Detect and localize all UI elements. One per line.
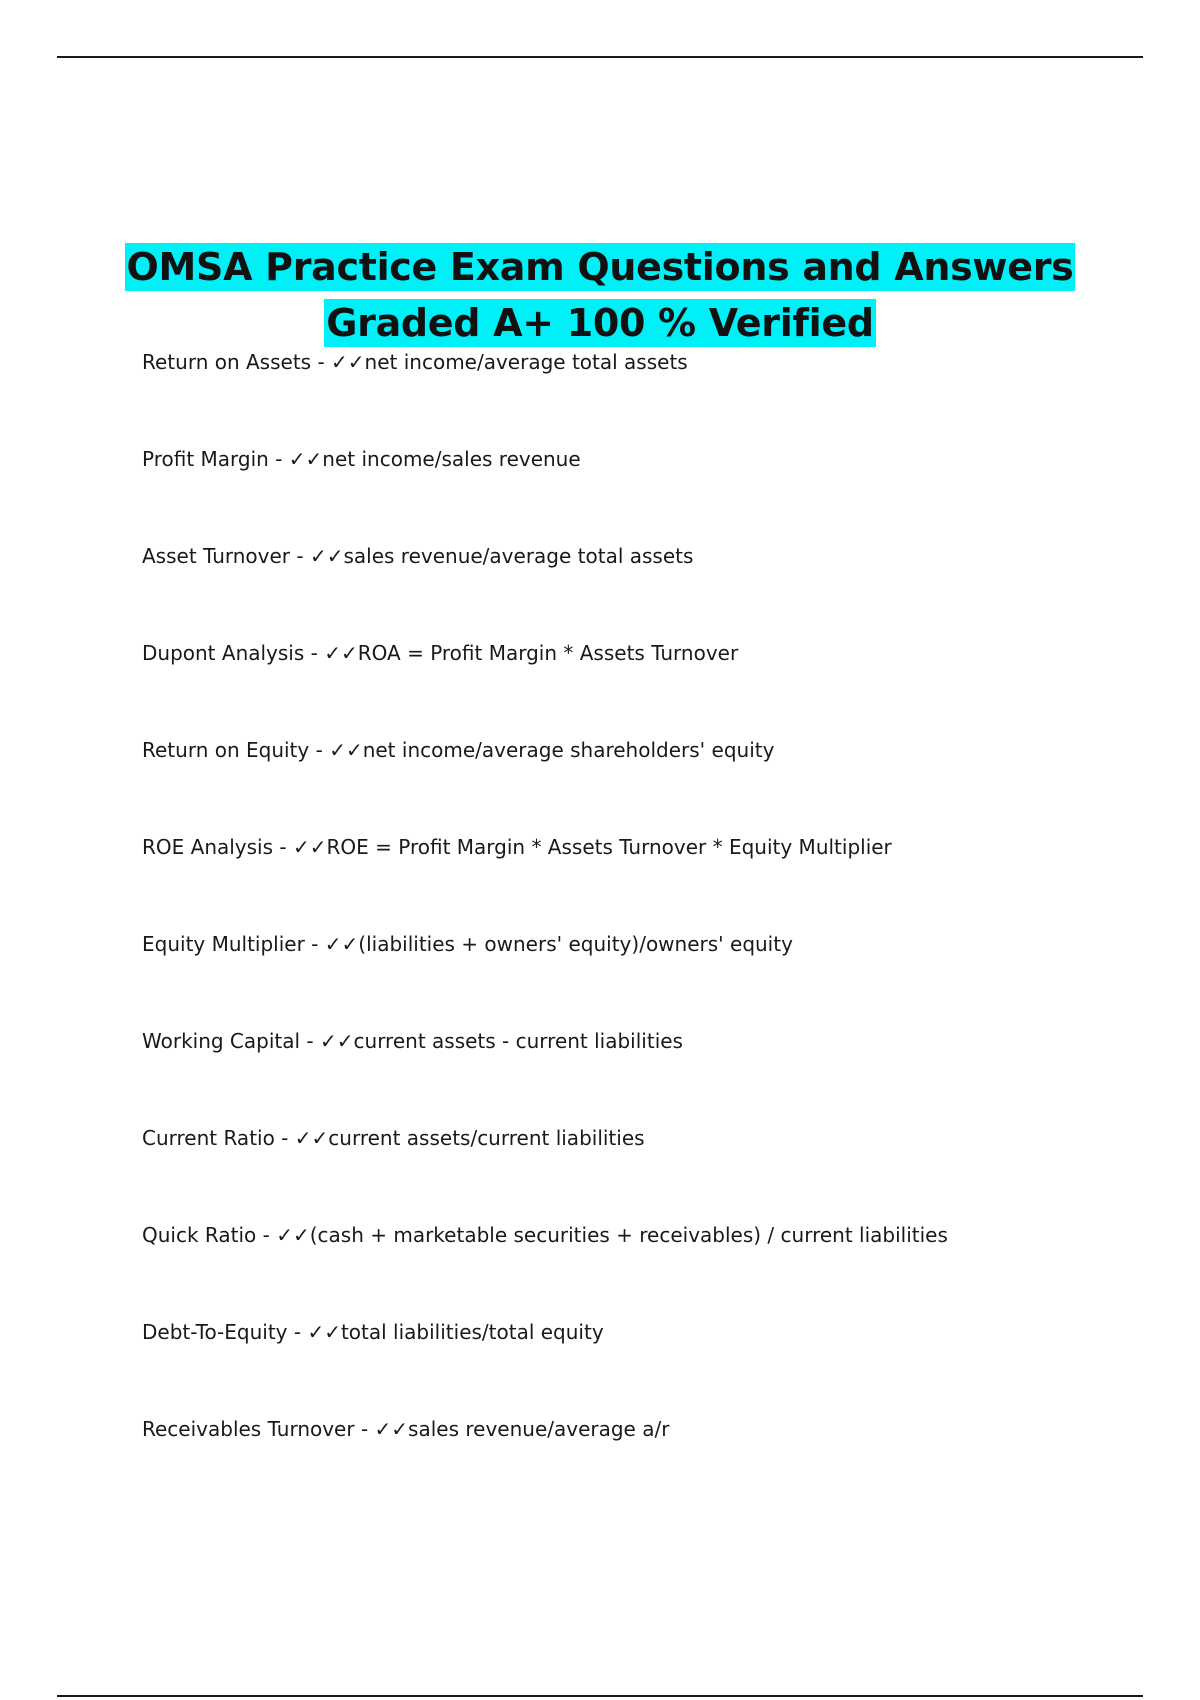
list-item xyxy=(142,638,948,735)
list-item xyxy=(142,1123,948,1220)
checkmark-icon: ✓✓ xyxy=(276,1223,310,1247)
list-item xyxy=(142,541,948,638)
item-separator: - xyxy=(354,1417,375,1441)
list-item xyxy=(142,929,948,1026)
item-separator: - xyxy=(304,932,325,956)
list-item xyxy=(142,735,948,832)
title-line-2-text: Graded A+ 100 % Verified xyxy=(326,301,874,346)
item-term: Receivables Turnover xyxy=(142,1417,355,1441)
list-item xyxy=(142,1414,948,1511)
item-term: Working Capital xyxy=(142,1029,301,1053)
item-term: Return on Equity xyxy=(142,738,310,762)
title-line-1 xyxy=(0,239,1200,295)
item-term: Asset Turnover xyxy=(142,544,291,568)
item-answer: ROE = Profit Margin * Assets Turnover * Equity Multiplier xyxy=(326,835,892,859)
item-separator: - xyxy=(304,641,325,665)
list-item xyxy=(142,347,948,444)
item-answer: (cash + marketable securities + receivables) / current liabilities xyxy=(309,1223,948,1247)
item-separator: - xyxy=(273,835,293,859)
list-item xyxy=(142,1026,948,1123)
item-term: Debt-To-Equity xyxy=(142,1320,288,1344)
title-line-1-text: OMSA Practice Exam Questions and Answers xyxy=(126,245,1074,290)
item-term: Quick Ratio xyxy=(142,1223,257,1247)
checkmark-icon: ✓✓ xyxy=(309,544,344,568)
checkmark-icon: ✓✓ xyxy=(331,350,365,374)
checkmark-icon: ✓✓ xyxy=(324,932,359,956)
item-separator: - xyxy=(287,1320,308,1344)
checkmark-icon: ✓✓ xyxy=(329,738,363,762)
list-item xyxy=(142,832,948,929)
item-term: Return on Assets xyxy=(142,350,312,374)
list-item xyxy=(142,444,948,541)
item-separator: - xyxy=(274,1126,295,1150)
item-answer: current assets - current liabilities xyxy=(353,1029,683,1053)
title-line-2 xyxy=(0,295,1200,351)
qa-list xyxy=(142,347,948,1511)
item-answer: net income/sales revenue xyxy=(322,447,581,471)
checkmark-icon: ✓✓ xyxy=(320,1029,354,1053)
item-answer: sales revenue/average a/r xyxy=(408,1417,670,1441)
item-answer: total liabilities/total equity xyxy=(340,1320,604,1344)
checkmark-icon: ✓✓ xyxy=(307,1320,341,1344)
page-title xyxy=(0,239,1200,351)
checkmark-icon: ✓✓ xyxy=(288,447,323,471)
checkmark-icon: ✓✓ xyxy=(294,1126,329,1150)
item-separator: - xyxy=(300,1029,320,1053)
list-item xyxy=(142,1317,948,1414)
footer-rule xyxy=(57,1695,1143,1697)
item-answer: net income/average total assets xyxy=(364,350,688,374)
item-term: Equity Multiplier xyxy=(142,932,305,956)
item-term: ROE Analysis xyxy=(142,835,274,859)
item-term: Dupont Analysis xyxy=(142,641,305,665)
list-item xyxy=(142,1220,948,1317)
item-separator: - xyxy=(290,544,310,568)
item-answer: net income/average shareholders' equity xyxy=(362,738,775,762)
item-answer: sales revenue/average total assets xyxy=(343,544,694,568)
checkmark-icon: ✓✓ xyxy=(292,835,327,859)
item-term: Profit Margin xyxy=(142,447,269,471)
item-term: Current Ratio xyxy=(142,1126,275,1150)
checkmark-icon: ✓✓ xyxy=(374,1417,409,1441)
item-separator: - xyxy=(256,1223,277,1247)
header-rule xyxy=(57,56,1143,58)
checkmark-icon: ✓✓ xyxy=(324,641,358,665)
item-separator: - xyxy=(311,350,332,374)
item-answer: ROA = Profit Margin * Assets Turnover xyxy=(357,641,739,665)
item-separator: - xyxy=(268,447,289,471)
item-separator: - xyxy=(309,738,330,762)
item-answer: current assets/current liabilities xyxy=(328,1126,645,1150)
item-answer: (liabilities + owners' equity)/owners' equity xyxy=(358,932,793,956)
